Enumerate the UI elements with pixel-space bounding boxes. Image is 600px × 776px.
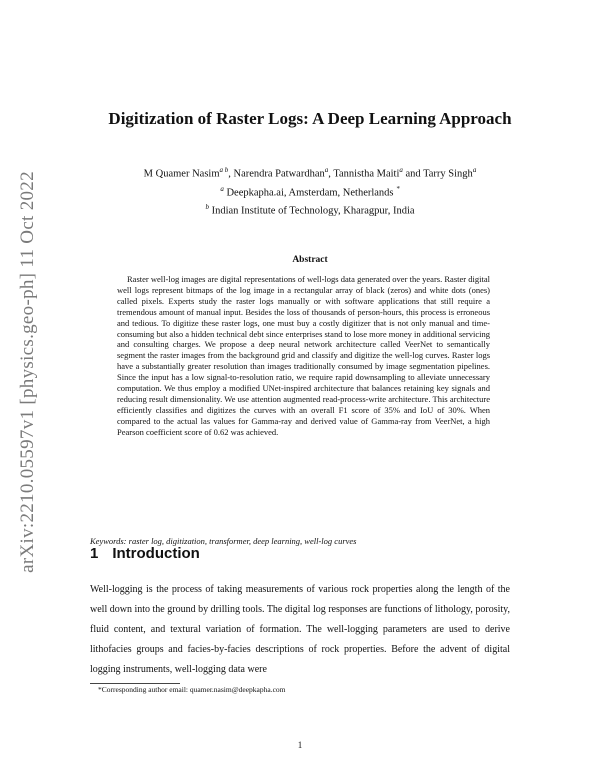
section-title: Introduction xyxy=(112,545,200,562)
paper-title: Digitization of Raster Logs: A Deep Learning Approach xyxy=(108,109,512,128)
affiliation-text: Deepkapha.ai, Amsterdam, Netherlands xyxy=(226,187,394,198)
arxiv-identifier-text: arXiv:2210.05597v1 [physics.geo-ph] 11 Oct 2022 xyxy=(17,171,38,573)
author-block xyxy=(70,163,550,219)
author-affiliation-mark: a xyxy=(399,166,403,174)
abstract-heading: Abstract xyxy=(292,255,328,265)
affiliation-line xyxy=(70,200,550,219)
affiliation-line xyxy=(70,182,550,201)
affiliation-mark: b xyxy=(205,203,209,211)
author-name: Tannistha Maiti xyxy=(333,168,400,180)
abstract-text: Raster well-log images are digital representations of well-logs data generated over the years. Raster digital well logs represent bitmaps of the log image in a rectangular array of black (zeros) and white dots (ones) called pixels. Experts study the raster logs manually or with software applications that still require a tremendous amount of manual input. Besides the loss of thousands of person-hours, this process is erroneous and tedious. To digitize these raster logs, one must buy a costly digitizer that is not only manual and time-consuming but also a hidden technical debt since enterprises stand to lose more money in additional servicing and consulting charges. We propose a deep neural network architecture called VeerNet to semantically segment the raster images from the background grid and classify and digitize the well-log curves. Raster logs have a substantially greater resolution than images traditionally consumed by image segmentation pipelines. Since the input has a low signal-to-resolution ratio, we require rapid downsampling to alleviate unnecessary computation. We thus employ a modified UNet-inspired architecture that balances retaining key signals and reducing result dimensionality. We use attention augmented read-process-write architecture. This architecture efficiently classifies and digitizes the curves with an overall F1 score of 35% and IoU of 30%. When compared to the actual las values for Gamma-ray and derived value of Gamma-ray from VeerNet, a high Pearson coefficient score of 0.62 was achieved. xyxy=(117,274,490,437)
corresponding-mark: * xyxy=(396,184,400,193)
author-affiliation-mark: a b xyxy=(219,166,229,174)
author-list: M Quamer Nasim$^{a b}$, Narendra Patwardhan$^a$, Tannistha Maiti$^a$ and Tarry Singh$^a$ xyxy=(143,166,477,180)
section-heading xyxy=(90,545,200,562)
footnote-divider xyxy=(90,683,180,684)
author-affiliation-mark: a xyxy=(472,166,477,174)
affiliation-text: Indian Institute of Technology, Kharagpur, India xyxy=(211,205,415,217)
keywords: Keywords: raster log, digitization, transformer, deep learning, well-log curves xyxy=(90,536,357,546)
arxiv-identifier xyxy=(14,171,42,573)
introduction-paragraph: Well-logging is the process of taking measurements of various rock properties along the length of the well down into the ground by drilling tools. The digital log responses are functions of lithology, porosity, fluid content, and textural variation of formation. The well-logging parameters are used to derive lithofacies groups and facies-by-facies descriptions of rock properties. Before the advent of digital logging instruments, well-logging data were xyxy=(90,584,510,675)
footnote: *Corresponding author email: quamer.nasim@deepkapha.com xyxy=(98,685,286,694)
author-name: M Quamer Nasim xyxy=(143,168,220,180)
section-number: 1 xyxy=(90,545,99,562)
author-name: Tarry Singh xyxy=(423,168,473,180)
affiliation-mark: a xyxy=(220,184,224,193)
page-number: 1 xyxy=(297,740,303,750)
author-name: Narendra Patwardhan xyxy=(233,168,325,180)
author-affiliation-mark: a xyxy=(324,166,329,174)
